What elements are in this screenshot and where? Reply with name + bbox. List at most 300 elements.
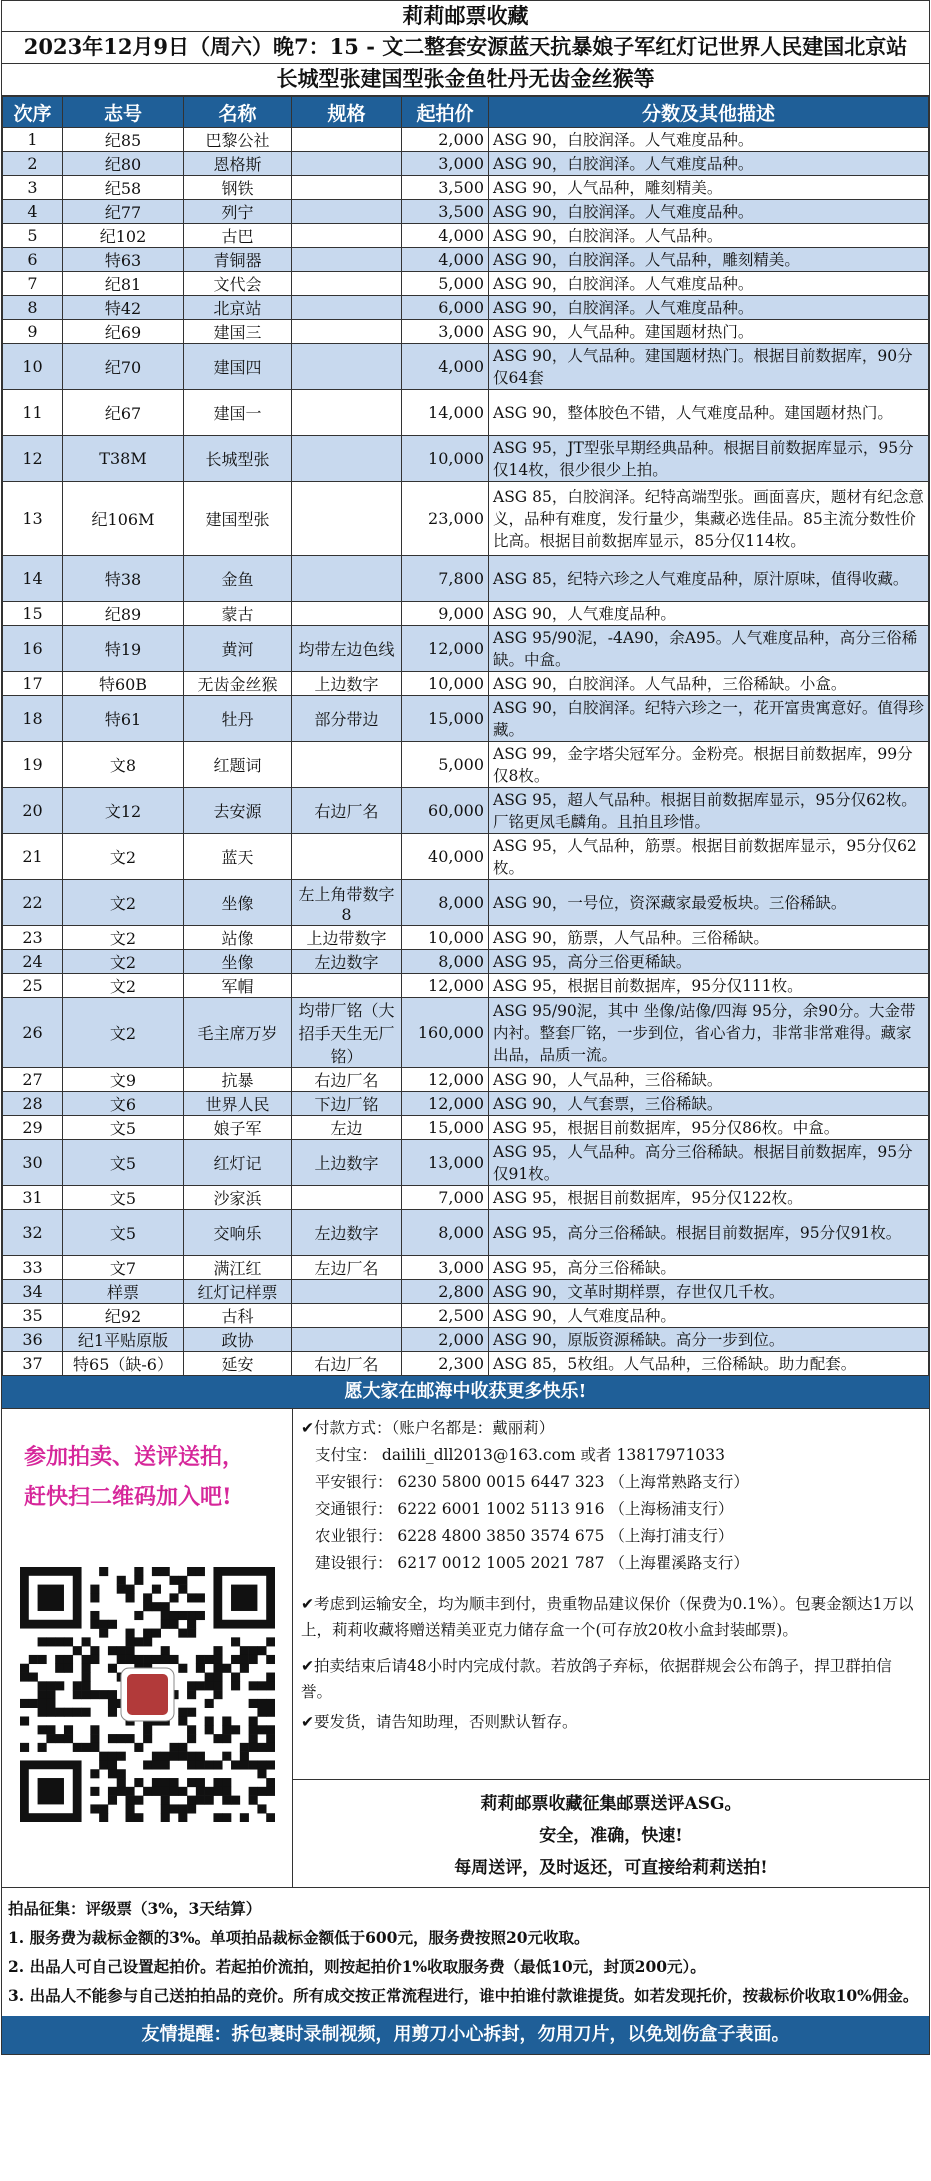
auction-sheet xyxy=(1,0,930,2055)
table-row xyxy=(3,1256,929,1280)
lot-number: 3 xyxy=(3,176,63,200)
grade-description: ASG 90，人气品种，雕刻精美。 xyxy=(489,176,929,200)
stamp-spec xyxy=(292,320,402,344)
start-price: 12,000 xyxy=(402,1068,489,1092)
lot-table-body xyxy=(3,128,929,1376)
stamp-name: 恩格斯 xyxy=(184,152,292,176)
lot-number: 18 xyxy=(3,696,63,742)
start-price: 8,000 xyxy=(402,1210,489,1256)
table-row xyxy=(3,436,929,482)
stamp-name: 长城型张 xyxy=(184,436,292,482)
start-price: 2,500 xyxy=(402,1304,489,1328)
start-price: 4,000 xyxy=(402,344,489,390)
stamp-code: 文2 xyxy=(63,834,184,880)
stamp-name: 沙家浜 xyxy=(184,1186,292,1210)
grade-description: ASG 90，人气品种。建国题材热门。根据目前数据库，90分仅64套 xyxy=(489,344,929,390)
stamp-code: 文2 xyxy=(63,974,184,998)
lot-table xyxy=(2,96,929,1376)
lot-number: 32 xyxy=(3,1210,63,1256)
grade-description: ASG 95，人气品种，筋票。根据目前数据库显示，95分仅62枚。 xyxy=(489,834,929,880)
table-row xyxy=(3,1068,929,1092)
stamp-spec xyxy=(292,152,402,176)
stamp-code: 纪1平贴原版 xyxy=(63,1328,184,1352)
stamp-name: 黄河 xyxy=(184,626,292,672)
start-price: 3,500 xyxy=(402,176,489,200)
stamp-name: 坐像 xyxy=(184,950,292,974)
stamp-name: 建国四 xyxy=(184,344,292,390)
grade-description: ASG 95/90泥，其中 坐像/站像/四海 95分，余90分。大金带内衬。整套厂铭，一步到位，省心省力，非常非常难得。藏家出品，品质一流。 xyxy=(489,998,929,1068)
stamp-code: 文2 xyxy=(63,950,184,974)
start-price: 10,000 xyxy=(402,672,489,696)
lot-number: 9 xyxy=(3,320,63,344)
lot-number: 7 xyxy=(3,272,63,296)
stamp-spec xyxy=(292,1304,402,1328)
lot-number: 15 xyxy=(3,602,63,626)
grade-description: ASG 90，白胶润泽。人气品种，雕刻精美。 xyxy=(489,248,929,272)
stamp-code: 纪69 xyxy=(63,320,184,344)
grade-description: ASG 90，白胶润泽。纪特六珍之一，花开富贵寓意好。值得珍藏。 xyxy=(489,696,929,742)
table-row xyxy=(3,296,929,320)
start-price: 2,800 xyxy=(402,1280,489,1304)
stamp-code: 文8 xyxy=(63,742,184,788)
grade-description: ASG 99，金字塔尖冠军分。金粉亮。根据目前数据库，99分仅8枚。 xyxy=(489,742,929,788)
grade-description: ASG 90，白胶润泽。人气品种，三俗稀缺。小盒。 xyxy=(489,672,929,696)
grade-description: ASG 85，纪特六珍之人气难度品种，原汁原味，值得收藏。 xyxy=(489,556,929,602)
start-price: 7,000 xyxy=(402,1186,489,1210)
invite-line-1: 参加拍卖、送评送拍， xyxy=(24,1444,245,1470)
grade-description: ASG 90，人气品种，三俗稀缺。 xyxy=(489,1068,929,1092)
wish-banner: 愿大家在邮海中收获更多快乐! xyxy=(2,1376,929,1408)
stamp-code: 样票 xyxy=(63,1280,184,1304)
stamp-code: 文5 xyxy=(63,1116,184,1140)
col-header-spec: 规格 xyxy=(292,97,402,128)
stamp-code: 特38 xyxy=(63,556,184,602)
stamp-spec xyxy=(292,272,402,296)
shipping-note: ✔考虑到运输安全，均为顺丰到付，贵重物品建议保价（保费为0.1%）。包裹金额达1万以上，莉莉收藏将赠送精美亚克力储存盒一个(可存放20枚小盒封装邮票)。 xyxy=(301,1595,914,1639)
stamp-code: 文7 xyxy=(63,1256,184,1280)
grade-description: ASG 90，人气套票，三俗稀缺。 xyxy=(489,1092,929,1116)
start-price: 160,000 xyxy=(402,998,489,1068)
lot-number: 22 xyxy=(3,880,63,926)
table-row xyxy=(3,742,929,788)
auction-date-title: 2023年12月9日（周六）晚7：15 - 文二整套安源蓝天抗暴娘子军红灯记世界人民建国北京站 xyxy=(2,32,929,64)
start-price: 3,000 xyxy=(402,1256,489,1280)
start-price: 12,000 xyxy=(402,626,489,672)
stamp-code: 纪81 xyxy=(63,272,184,296)
slogan-line-2: 安全，准确，快速! xyxy=(539,1826,683,1846)
grade-description: ASG 90，白胶润泽。人气品种。 xyxy=(489,224,929,248)
grade-description: ASG 90，人气难度品种。 xyxy=(489,1304,929,1328)
grade-description: ASG 85，白胶润泽。纪特高端型张。画面喜庆，题材有纪念意义，品种有难度，发行量少，集藏必选佳品。85主流分数性价比高。根据目前数据库显示，85分仅114枚。 xyxy=(489,482,929,556)
table-row xyxy=(3,320,929,344)
stamp-code: 纪92 xyxy=(63,1304,184,1328)
start-price: 10,000 xyxy=(402,436,489,482)
stamp-code: 特60B xyxy=(63,672,184,696)
lot-number: 24 xyxy=(3,950,63,974)
table-row xyxy=(3,344,929,390)
table-row xyxy=(3,880,929,926)
bank-line: 建设银行： 6217 0012 1005 2021 787 （上海瞿溪路支行） xyxy=(315,1554,749,1572)
lot-number: 29 xyxy=(3,1116,63,1140)
stamp-spec: 左边厂名 xyxy=(292,1256,402,1280)
payment-label: ✔付款方式：（账户名都是：戴丽莉） xyxy=(301,1419,555,1437)
stamp-spec: 左边数字 xyxy=(292,950,402,974)
invite-line-2: 赶快扫二维码加入吧! xyxy=(24,1484,232,1510)
stamp-code: 特61 xyxy=(63,696,184,742)
start-price: 2,000 xyxy=(402,128,489,152)
rules-title: 拍品征集：评级票（3%，3天结算） xyxy=(8,1899,262,1918)
alipay-line: 支付宝： dailili_dll2013@163.com 或者 13817971033 xyxy=(315,1446,725,1464)
table-row xyxy=(3,200,929,224)
stamp-spec xyxy=(292,1280,402,1304)
grade-description: ASG 95，高分三俗更稀缺。 xyxy=(489,950,929,974)
stamp-name: 巴黎公社 xyxy=(184,128,292,152)
lot-number: 16 xyxy=(3,626,63,672)
bank-line: 平安银行： 6230 5800 0015 6447 323 （上海常熟路支行） xyxy=(315,1473,749,1491)
col-header-no: 次序 xyxy=(3,97,63,128)
stamp-code: 特42 xyxy=(63,296,184,320)
stamp-code: 文2 xyxy=(63,880,184,926)
lot-number: 5 xyxy=(3,224,63,248)
start-price: 4,000 xyxy=(402,224,489,248)
stamp-name: 毛主席万岁 xyxy=(184,998,292,1068)
table-row xyxy=(3,1140,929,1186)
grade-description: ASG 90，白胶润泽。人气难度品种。 xyxy=(489,128,929,152)
lot-number: 13 xyxy=(3,482,63,556)
stamp-name: 古巴 xyxy=(184,224,292,248)
stamp-code: 文2 xyxy=(63,998,184,1068)
stamp-code: 文5 xyxy=(63,1140,184,1186)
stamp-name: 抗暴 xyxy=(184,1068,292,1092)
slogan-line-1: 莉莉邮票收藏征集邮票送评ASG。 xyxy=(480,1794,742,1814)
grade-description: ASG 90，人气品种。建国题材热门。 xyxy=(489,320,929,344)
table-row xyxy=(3,176,929,200)
lot-number: 20 xyxy=(3,788,63,834)
table-row xyxy=(3,1328,929,1352)
grade-description: ASG 95，人气品种。高分三俗稀缺。根据目前数据库，95分仅91枚。 xyxy=(489,1140,929,1186)
stamp-code: 文12 xyxy=(63,788,184,834)
stamp-code: 纪89 xyxy=(63,602,184,626)
start-price: 15,000 xyxy=(402,696,489,742)
stamp-code: 文5 xyxy=(63,1186,184,1210)
lot-number: 33 xyxy=(3,1256,63,1280)
col-header-price: 起拍价 xyxy=(402,97,489,128)
payment-info xyxy=(293,1409,929,1577)
start-price: 9,000 xyxy=(402,602,489,626)
lot-number: 27 xyxy=(3,1068,63,1092)
lot-number: 19 xyxy=(3,742,63,788)
grade-description: ASG 95，JT型张早期经典品种。根据目前数据库显示，95分仅14枚，很少很少上拍。 xyxy=(489,436,929,482)
stamp-spec xyxy=(292,482,402,556)
lot-number: 1 xyxy=(3,128,63,152)
stamp-spec: 上边数字 xyxy=(292,1140,402,1186)
rule-item: 2. 出品人可自己设置起拍价。若起拍价流拍，则按起拍价1%收取服务费（最低10元，封顶200元）。 xyxy=(8,1957,706,1976)
table-row xyxy=(3,696,929,742)
stamp-name: 建国型张 xyxy=(184,482,292,556)
stamp-name: 古科 xyxy=(184,1304,292,1328)
payment-panel xyxy=(293,1409,929,1887)
table-row xyxy=(3,1304,929,1328)
table-row xyxy=(3,1210,929,1256)
stamp-name: 文代会 xyxy=(184,272,292,296)
grade-description: ASG 95/90泥，-4A90，余A95。人气难度品种，高分三俗稀缺。中盒。 xyxy=(489,626,929,672)
grade-description: ASG 85，5枚组。人气品种，三俗稀缺。助力配套。 xyxy=(489,1352,929,1376)
stamp-code: 纪77 xyxy=(63,200,184,224)
stamp-spec xyxy=(292,834,402,880)
stamp-name: 北京站 xyxy=(184,296,292,320)
rule-item: 1. 服务费为裁标金额的3%。单项拍品裁标金额低于600元，服务费按照20元收取。 xyxy=(8,1928,590,1947)
start-price: 5,000 xyxy=(402,272,489,296)
lot-number: 21 xyxy=(3,834,63,880)
stamp-name: 蓝天 xyxy=(184,834,292,880)
lot-number: 10 xyxy=(3,344,63,390)
lot-number: 23 xyxy=(3,926,63,950)
stamp-spec xyxy=(292,200,402,224)
stamp-name: 钢铁 xyxy=(184,176,292,200)
lot-number: 2 xyxy=(3,152,63,176)
stamp-name: 军帽 xyxy=(184,974,292,998)
grade-description: ASG 90，原版资源稀缺。高分一步到位。 xyxy=(489,1328,929,1352)
table-row xyxy=(3,128,929,152)
stamp-spec: 右边厂名 xyxy=(292,1352,402,1376)
lot-number: 17 xyxy=(3,672,63,696)
payment-deadline-note: ✔拍卖结束后请48小时内完成付款。若放鸽子弃标，依据群规会公布鸽子，捍卫群拍信誉。 xyxy=(301,1657,892,1701)
start-price: 6,000 xyxy=(402,296,489,320)
stamp-code: 文5 xyxy=(63,1210,184,1256)
start-price: 10,000 xyxy=(402,926,489,950)
stamp-code: 特19 xyxy=(63,626,184,672)
grade-description: ASG 90，白胶润泽。人气难度品种。 xyxy=(489,296,929,320)
stamp-spec: 右边厂名 xyxy=(292,788,402,834)
stamp-spec xyxy=(292,390,402,436)
shop-title: 莉莉邮票收藏 xyxy=(2,1,929,32)
lot-number: 25 xyxy=(3,974,63,998)
table-row xyxy=(3,626,929,672)
table-row xyxy=(3,672,929,696)
stamp-name: 红题词 xyxy=(184,742,292,788)
stamp-code: 特65（缺-6） xyxy=(63,1352,184,1376)
table-row xyxy=(3,1116,929,1140)
stamp-spec xyxy=(292,248,402,272)
stamp-name: 政协 xyxy=(184,1328,292,1352)
lot-number: 4 xyxy=(3,200,63,224)
stamp-name: 蒙古 xyxy=(184,602,292,626)
grade-description: ASG 95，根据目前数据库，95分仅122枚。 xyxy=(489,1186,929,1210)
table-row xyxy=(3,152,929,176)
table-row xyxy=(3,788,929,834)
lot-number: 28 xyxy=(3,1092,63,1116)
stamp-name: 青铜器 xyxy=(184,248,292,272)
auction-subtitle: 长城型张建国型张金鱼牡丹无齿金丝猴等 xyxy=(2,64,929,96)
stamp-spec: 右边厂名 xyxy=(292,1068,402,1092)
start-price: 2,000 xyxy=(402,1328,489,1352)
grade-description: ASG 95，高分三俗稀缺。 xyxy=(489,1256,929,1280)
table-row xyxy=(3,248,929,272)
stamp-name: 建国三 xyxy=(184,320,292,344)
stamp-spec xyxy=(292,1328,402,1352)
stamp-name: 牡丹 xyxy=(184,696,292,742)
stamp-code: 纪80 xyxy=(63,152,184,176)
stamp-spec xyxy=(292,742,402,788)
stamp-code: 文6 xyxy=(63,1092,184,1116)
stamp-spec xyxy=(292,436,402,482)
start-price: 60,000 xyxy=(402,788,489,834)
table-row xyxy=(3,974,929,998)
table-row xyxy=(3,602,929,626)
table-row xyxy=(3,1280,929,1304)
slogan-line-3: 每周送评，及时返还，可直接给莉莉送拍! xyxy=(454,1858,768,1878)
col-header-code: 志号 xyxy=(63,97,184,128)
start-price: 3,500 xyxy=(402,200,489,224)
stamp-spec: 均带左边色线 xyxy=(292,626,402,672)
invite-panel xyxy=(2,1409,293,1887)
stamp-spec xyxy=(292,176,402,200)
stamp-spec: 下边厂铭 xyxy=(292,1092,402,1116)
lot-number: 8 xyxy=(3,296,63,320)
invite-text xyxy=(2,1409,292,1517)
table-row xyxy=(3,1186,929,1210)
col-header-desc: 分数及其他描述 xyxy=(489,97,929,128)
lot-number: 6 xyxy=(3,248,63,272)
stamp-name: 坐像 xyxy=(184,880,292,926)
table-row xyxy=(3,224,929,248)
table-row xyxy=(3,482,929,556)
start-price: 23,000 xyxy=(402,482,489,556)
table-row xyxy=(3,1092,929,1116)
start-price: 7,800 xyxy=(402,556,489,602)
start-price: 5,000 xyxy=(402,742,489,788)
lot-number: 11 xyxy=(3,390,63,436)
consignment-rules xyxy=(2,1887,929,2016)
grade-description: ASG 95，根据目前数据库，95分仅111枚。 xyxy=(489,974,929,998)
start-price: 13,000 xyxy=(402,1140,489,1186)
start-price: 12,000 xyxy=(402,974,489,998)
stamp-name: 建国一 xyxy=(184,390,292,436)
stamp-name: 延安 xyxy=(184,1352,292,1376)
stamp-name: 金鱼 xyxy=(184,556,292,602)
stamp-spec: 部分带边 xyxy=(292,696,402,742)
start-price: 3,000 xyxy=(402,320,489,344)
start-price: 15,000 xyxy=(402,1116,489,1140)
start-price: 14,000 xyxy=(402,390,489,436)
grade-description: ASG 95，超人气品种。根据目前数据库显示，95分仅62枚。厂铭更凤毛麟角。且拍且珍惜。 xyxy=(489,788,929,834)
table-row xyxy=(3,950,929,974)
lot-number: 30 xyxy=(3,1140,63,1186)
stamp-name: 娘子军 xyxy=(184,1116,292,1140)
grade-description: ASG 90，人气难度品种。 xyxy=(489,602,929,626)
stamp-code: 文2 xyxy=(63,926,184,950)
friendly-reminder: 友情提醒：拆包裹时录制视频，用剪刀小心拆封，勿用刀片，以免划伤盒子表面。 xyxy=(2,2016,929,2054)
lot-number: 34 xyxy=(3,1280,63,1304)
table-row xyxy=(3,390,929,436)
bank-line: 农业银行： 6228 4800 3850 3574 675 （上海打浦支行） xyxy=(315,1527,734,1545)
stamp-spec xyxy=(292,556,402,602)
stamp-spec: 左上角带数字8 xyxy=(292,880,402,926)
table-row xyxy=(3,1352,929,1376)
stamp-name: 去安源 xyxy=(184,788,292,834)
stamp-spec xyxy=(292,602,402,626)
start-price: 8,000 xyxy=(402,950,489,974)
stamp-spec xyxy=(292,344,402,390)
lot-number: 36 xyxy=(3,1328,63,1352)
lot-number: 31 xyxy=(3,1186,63,1210)
stamp-name: 列宁 xyxy=(184,200,292,224)
table-header-row xyxy=(3,97,929,128)
stamp-name: 红灯记 xyxy=(184,1140,292,1186)
grade-description: ASG 95，高分三俗稀缺。根据目前数据库，95分仅91枚。 xyxy=(489,1210,929,1256)
stamp-spec: 均带厂铭（大招手天生无厂铭） xyxy=(292,998,402,1068)
stamp-spec: 上边带数字 xyxy=(292,926,402,950)
stamp-code: 文9 xyxy=(63,1068,184,1092)
lot-number: 14 xyxy=(3,556,63,602)
start-price: 4,000 xyxy=(402,248,489,272)
stamp-spec: 左边数字 xyxy=(292,1210,402,1256)
stamp-code: 纪58 xyxy=(63,176,184,200)
stamp-spec xyxy=(292,296,402,320)
lot-number: 12 xyxy=(3,436,63,482)
stamp-name: 满江红 xyxy=(184,1256,292,1280)
stamp-name: 无齿金丝猴 xyxy=(184,672,292,696)
qr-code-icon[interactable] xyxy=(20,1567,275,1822)
stamp-code: 纪85 xyxy=(63,128,184,152)
stamp-code: 纪102 xyxy=(63,224,184,248)
grade-description: ASG 90，整体胶色不错，人气难度品种。建国题材热门。 xyxy=(489,390,929,436)
stamp-name: 站像 xyxy=(184,926,292,950)
stamp-spec xyxy=(292,224,402,248)
grade-description: ASG 90，白胶润泽。人气难度品种。 xyxy=(489,152,929,176)
stamp-spec xyxy=(292,1186,402,1210)
stamp-code: 特63 xyxy=(63,248,184,272)
info-section xyxy=(2,1408,929,1887)
stamp-code: 纪67 xyxy=(63,390,184,436)
rule-item: 3. 出品人不能参与自己送拍拍品的竞价。所有成交按正常流程进行，谁中拍谁付款谁提货。如若发现托价，按裁标价收取10%佣金。 xyxy=(8,1986,919,2005)
lot-number: 37 xyxy=(3,1352,63,1376)
bank-line: 交通银行： 6222 6001 1002 5113 916 （上海杨浦支行） xyxy=(315,1500,734,1518)
table-row xyxy=(3,834,929,880)
lot-number: 35 xyxy=(3,1304,63,1328)
table-row xyxy=(3,272,929,296)
start-price: 12,000 xyxy=(402,1092,489,1116)
stamp-code: 纪70 xyxy=(63,344,184,390)
delivery-note: ✔要发货，请告知助理，否则默认暂存。 xyxy=(301,1713,578,1731)
col-header-name: 名称 xyxy=(184,97,292,128)
stamp-name: 交响乐 xyxy=(184,1210,292,1256)
grade-description: ASG 90，白胶润泽。人气难度品种。 xyxy=(489,272,929,296)
stamp-name: 世界人民 xyxy=(184,1092,292,1116)
stamp-code: T38M xyxy=(63,436,184,482)
start-price: 2,300 xyxy=(402,1352,489,1376)
grade-description: ASG 90，筋票，人气品种。三俗稀缺。 xyxy=(489,926,929,950)
grade-description: ASG 90，白胶润泽。人气难度品种。 xyxy=(489,200,929,224)
grade-description: ASG 90，文革时期样票，存世仅几千枚。 xyxy=(489,1280,929,1304)
stamp-code: 纪106M xyxy=(63,482,184,556)
start-price: 40,000 xyxy=(402,834,489,880)
stamp-spec xyxy=(292,974,402,998)
lot-number: 26 xyxy=(3,998,63,1068)
grade-description: ASG 90，一号位，资深藏家最爱板块。三俗稀缺。 xyxy=(489,880,929,926)
stamp-spec xyxy=(292,128,402,152)
table-row xyxy=(3,556,929,602)
stamp-name: 红灯记样票 xyxy=(184,1280,292,1304)
service-slogan xyxy=(293,1779,929,1887)
table-row xyxy=(3,926,929,950)
start-price: 3,000 xyxy=(402,152,489,176)
start-price: 8,000 xyxy=(402,880,489,926)
table-row xyxy=(3,998,929,1068)
stamp-spec: 左边 xyxy=(292,1116,402,1140)
grade-description: ASG 95，根据目前数据库，95分仅86枚。中盒。 xyxy=(489,1116,929,1140)
stamp-spec: 上边数字 xyxy=(292,672,402,696)
